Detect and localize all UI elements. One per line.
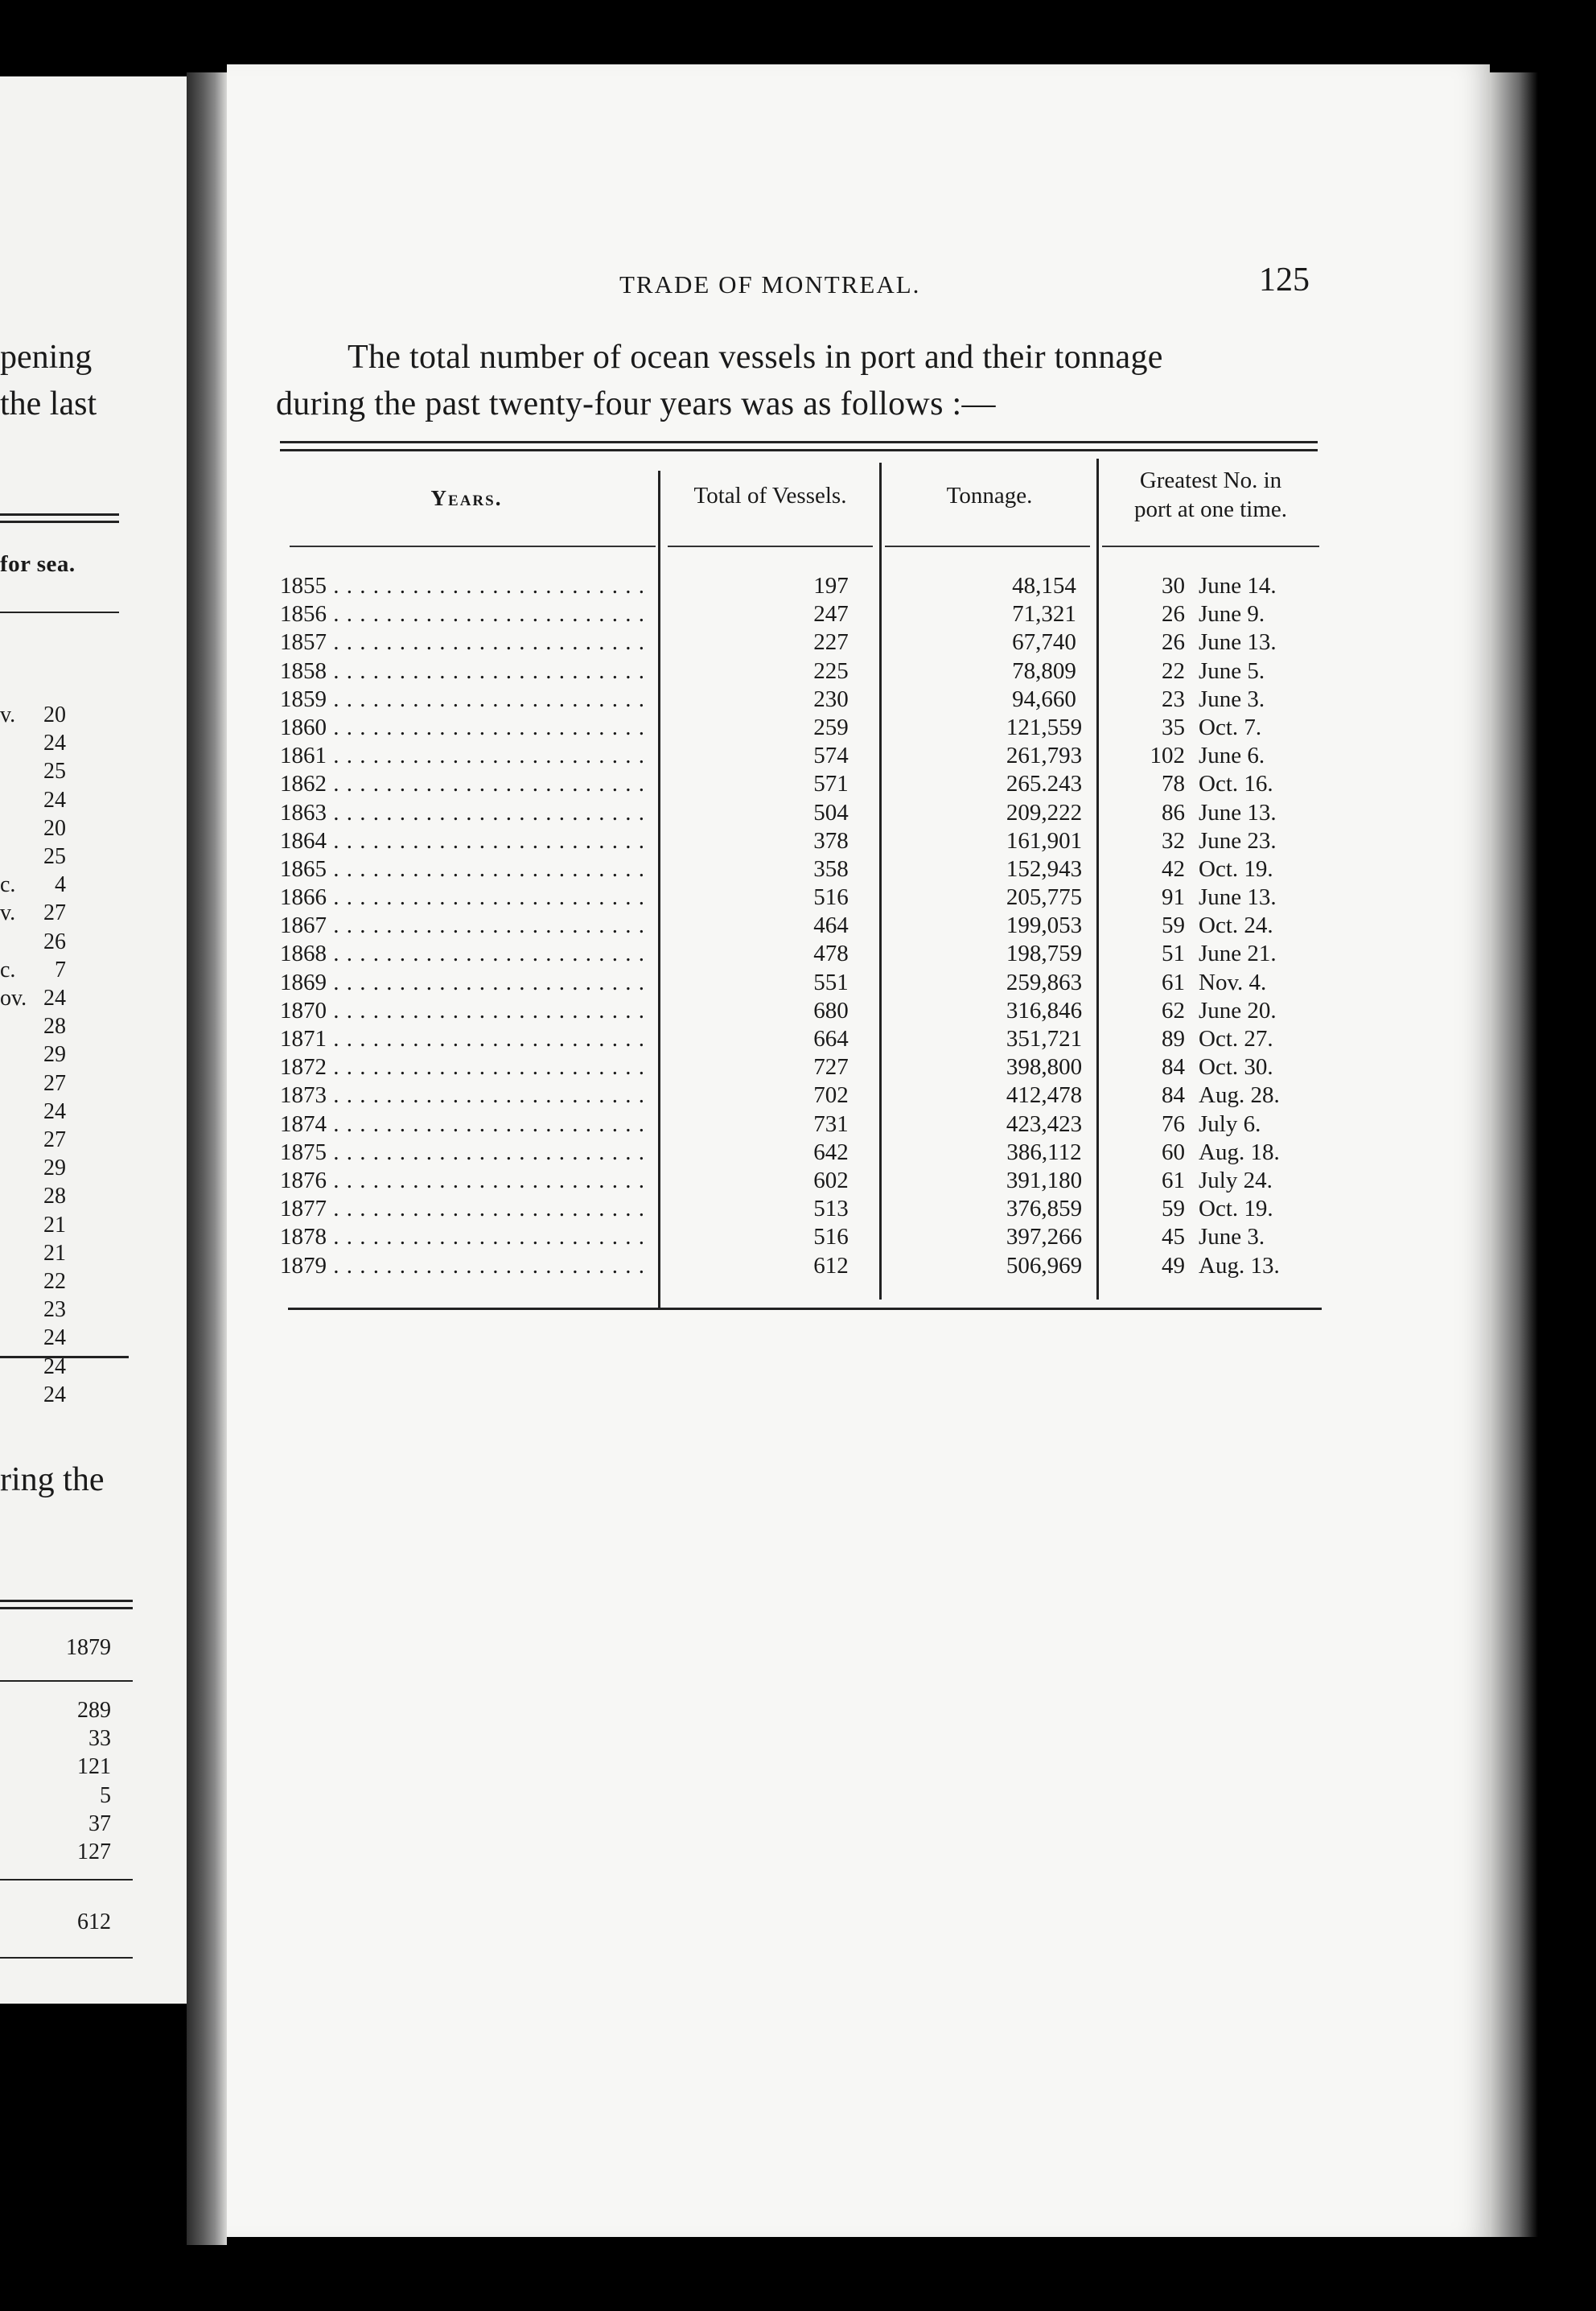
greatest-count-cell: 22: [1162, 657, 1185, 684]
vessels-cell: 247: [813, 601, 849, 628]
tonnage-cell: 71,321: [1012, 601, 1076, 628]
tonnage-cell: 265.243: [1006, 771, 1083, 797]
vessels-cell: 225: [813, 657, 849, 684]
year-cell: 1874 . . .: [280, 1111, 650, 1138]
table-row: [280, 601, 1326, 629]
facing-day-value: 23: [43, 1297, 66, 1323]
greatest-date-cell: June 9.: [1199, 601, 1265, 628]
vessels-cell: 230: [813, 686, 849, 712]
facing-rule: [0, 612, 119, 613]
facing-rule: [0, 513, 119, 516]
vessels-cell: 516: [813, 1224, 849, 1250]
greatest-date-cell: June 23.: [1199, 827, 1277, 854]
greatest-date-cell: Oct. 30.: [1199, 1054, 1273, 1081]
tonnage-cell: 209,222: [1006, 799, 1083, 826]
table-row: [280, 970, 1326, 998]
table-row: [280, 828, 1326, 856]
facing-day-value: 7: [55, 957, 66, 982]
greatest-date-cell: June 3.: [1199, 1224, 1265, 1250]
tonnage-cell: 161,901: [1006, 827, 1083, 854]
vessels-cell: 612: [813, 1252, 849, 1279]
tonnage-cell: 94,660: [1012, 686, 1076, 712]
header-greatest-line2: port at one time.: [1133, 496, 1288, 522]
intro-line-2: during the past twenty-four years was as follows :—: [276, 385, 996, 422]
header-years: Years.: [430, 486, 503, 510]
tonnage-cell: 506,969: [1006, 1252, 1083, 1279]
vessels-cell: 571: [813, 771, 849, 797]
tonnage-cell: 316,846: [1006, 997, 1083, 1024]
table-row: [280, 1253, 1326, 1281]
year-cell: 1871 . . .: [280, 1026, 650, 1053]
table-row: [280, 1082, 1326, 1110]
table-row: [280, 743, 1326, 771]
header-underline: [885, 546, 1090, 547]
greatest-date-cell: Oct. 27.: [1199, 1026, 1273, 1052]
facing-month-fragment: ov.: [0, 986, 27, 1011]
facing-month-fragment: v.: [0, 702, 16, 727]
year-cell: 1867 . . .: [280, 912, 650, 939]
greatest-count-cell: 89: [1162, 1026, 1185, 1052]
tonnage-cell: 198,759: [1006, 941, 1083, 967]
greatest-count-cell: 86: [1162, 799, 1185, 826]
year-cell: 1855 . . .: [280, 573, 650, 599]
year-cell: 1868 . . .: [280, 941, 650, 967]
table-row: [280, 856, 1326, 884]
year-cell: 1873 . . .: [280, 1082, 650, 1109]
table-row: [280, 658, 1326, 686]
facing-table2-value: 37: [88, 1810, 111, 1836]
greatest-count-cell: 84: [1162, 1082, 1185, 1109]
greatest-count-cell: 26: [1162, 601, 1185, 628]
table-body: [280, 573, 1326, 1281]
greatest-date-cell: Oct. 19.: [1199, 855, 1273, 882]
facing-column-header: for sea.: [0, 551, 76, 577]
year-cell: 1877 . . .: [280, 1196, 650, 1222]
intro-line-1: The total number of ocean vessels in port and their tonnage: [348, 339, 1163, 376]
header-greatest-line1: Greatest No. in: [1139, 468, 1282, 493]
greatest-date-cell: Nov. 4.: [1199, 969, 1267, 995]
facing-day-value: 28: [43, 1184, 66, 1209]
table-row: [280, 1224, 1326, 1252]
vessels-cell: 642: [813, 1139, 849, 1165]
greatest-count-cell: 42: [1162, 855, 1185, 882]
table-row: [280, 1111, 1326, 1139]
tonnage-cell: 152,943: [1006, 855, 1083, 882]
facing-day-value: 22: [43, 1269, 66, 1294]
facing-day-value: 25: [43, 844, 66, 869]
year-cell: 1861 . . .: [280, 743, 650, 769]
year-cell: 1859 . . .: [280, 686, 650, 713]
year-cell: 1858 . . .: [280, 658, 650, 685]
facing-day-value: 28: [43, 1014, 66, 1040]
greatest-date-cell: Aug. 28.: [1199, 1082, 1280, 1109]
table-row: [280, 715, 1326, 743]
facing-month-fragment: v.: [0, 900, 16, 926]
table-row: [280, 884, 1326, 912]
facing-table2-value: 33: [88, 1726, 111, 1752]
facing-day-value: 25: [43, 759, 66, 785]
vessels-cell: 513: [813, 1196, 849, 1222]
vessels-cell: 664: [813, 1026, 849, 1052]
facing-day-value: 29: [43, 1042, 66, 1068]
greatest-count-cell: 23: [1162, 686, 1185, 712]
year-cell: 1864 . . .: [280, 828, 650, 855]
table-row: [280, 912, 1326, 941]
tonnage-cell: 386,112: [1006, 1139, 1082, 1165]
header-underline: [290, 546, 656, 547]
greatest-date-cell: Oct. 24.: [1199, 912, 1273, 939]
table-row: [280, 1054, 1326, 1082]
facing-rule: [0, 1356, 129, 1358]
greatest-count-cell: 60: [1162, 1139, 1185, 1165]
facing-month-fragment: c.: [0, 957, 16, 982]
year-cell: 1862 . . .: [280, 771, 650, 797]
tonnage-cell: 398,800: [1006, 1054, 1083, 1081]
tonnage-cell: 205,775: [1006, 884, 1083, 911]
facing-rule: [0, 1879, 133, 1881]
facing-rule: [0, 1957, 133, 1959]
table-row: [280, 771, 1326, 799]
greatest-date-cell: Oct. 16.: [1199, 771, 1273, 797]
facing-day-value: 4: [55, 872, 66, 898]
greatest-date-cell: June 5.: [1199, 657, 1265, 684]
header-total-vessels: Total of Vessels.: [693, 483, 847, 509]
vessels-cell: 680: [813, 997, 849, 1024]
year-cell: 1876 . . .: [280, 1168, 650, 1194]
greatest-date-cell: June 13.: [1199, 629, 1277, 656]
greatest-date-cell: June 3.: [1199, 686, 1265, 712]
vessels-cell: 504: [813, 799, 849, 826]
facing-day-value: 24: [43, 986, 66, 1011]
vessels-cell: 702: [813, 1082, 849, 1109]
greatest-date-cell: Oct. 7.: [1199, 714, 1262, 740]
vessels-cell: 551: [813, 969, 849, 995]
table-row: [280, 998, 1326, 1026]
facing-rule: [0, 1607, 133, 1609]
greatest-date-cell: Aug. 13.: [1199, 1252, 1280, 1279]
facing-day-value: 24: [43, 1353, 66, 1379]
greatest-count-cell: 49: [1162, 1252, 1185, 1279]
facing-month-fragment: c.: [0, 872, 16, 898]
table-row: [280, 573, 1326, 601]
tonnage-cell: 259,863: [1006, 969, 1083, 995]
tonnage-cell: 121,559: [1006, 714, 1083, 740]
vessels-cell: 727: [813, 1054, 849, 1081]
year-cell: 1875 . . .: [280, 1139, 650, 1166]
table-row: [280, 629, 1326, 657]
vessels-cell: 574: [813, 743, 849, 769]
vessels-cell: 378: [813, 827, 849, 854]
facing-rule: [0, 1600, 133, 1602]
facing-day-value: 27: [43, 1070, 66, 1096]
facing-rule: [0, 1680, 133, 1682]
table-row: [280, 941, 1326, 969]
greatest-count-cell: 32: [1162, 827, 1185, 854]
year-cell: 1866 . . .: [280, 884, 650, 911]
facing-heading2: ring the: [0, 1461, 105, 1498]
greatest-date-cell: June 6.: [1199, 743, 1265, 769]
tonnage-cell: 397,266: [1006, 1224, 1083, 1250]
facing-heading-line2: the last: [0, 385, 97, 422]
year-cell: 1860 . . .: [280, 715, 650, 741]
running-head: TRADE OF MONTREAL.: [619, 270, 921, 299]
greatest-count-cell: 102: [1150, 743, 1185, 769]
vessels-cell: 516: [813, 884, 849, 911]
greatest-count-cell: 62: [1162, 997, 1185, 1024]
table-row: [280, 1196, 1326, 1224]
greatest-count-cell: 45: [1162, 1224, 1185, 1250]
greatest-count-cell: 91: [1162, 884, 1185, 911]
facing-table2-value: 289: [77, 1698, 111, 1723]
greatest-date-cell: June 20.: [1199, 997, 1277, 1024]
book-gutter: [187, 72, 227, 2245]
facing-page-fragment: [0, 76, 187, 2004]
year-cell: 1870 . . .: [280, 998, 650, 1024]
greatest-date-cell: June 13.: [1199, 884, 1277, 911]
tonnage-cell: 391,180: [1006, 1167, 1083, 1193]
page-edge: [1490, 72, 1538, 2237]
greatest-count-cell: 35: [1162, 714, 1185, 740]
greatest-date-cell: Oct. 19.: [1199, 1196, 1273, 1222]
facing-day-value: 27: [43, 1127, 66, 1152]
facing-day-value: 21: [43, 1240, 66, 1266]
tonnage-cell: 78,809: [1012, 657, 1076, 684]
tonnage-cell: 261,793: [1006, 743, 1083, 769]
facing-day-value: 24: [43, 1098, 66, 1124]
facing-day-value: 20: [43, 702, 66, 727]
tonnage-cell: 376,859: [1006, 1196, 1083, 1222]
facing-table2-total: 612: [77, 1909, 111, 1934]
tonnage-cell: 67,740: [1012, 629, 1076, 656]
facing-day-value: 24: [43, 1325, 66, 1351]
facing-day-value: 24: [43, 1382, 66, 1407]
header-underline: [1102, 546, 1319, 547]
greatest-count-cell: 76: [1162, 1110, 1185, 1137]
year-cell: 1863 . . .: [280, 800, 650, 826]
table-row: [280, 686, 1326, 715]
facing-heading-line1: pening: [0, 339, 93, 376]
facing-day-value: 29: [43, 1156, 66, 1181]
year-cell: 1878 . . .: [280, 1224, 650, 1250]
table-row: [280, 800, 1326, 828]
facing-day-value: 26: [43, 929, 66, 954]
tonnage-cell: 351,721: [1006, 1026, 1083, 1052]
table-row: [280, 1026, 1326, 1054]
facing-day-value: 27: [43, 900, 66, 926]
greatest-count-cell: 61: [1162, 1167, 1185, 1193]
greatest-date-cell: Aug. 18.: [1199, 1139, 1280, 1165]
vessels-cell: 227: [813, 629, 849, 656]
header-tonnage: Tonnage.: [946, 483, 1033, 509]
table-row: [280, 1168, 1326, 1196]
table-top-rule: [280, 441, 1318, 443]
vessels-cell: 602: [813, 1167, 849, 1193]
tonnage-cell: 199,053: [1006, 912, 1083, 939]
greatest-date-cell: June 14.: [1199, 573, 1277, 599]
facing-table2-value: 127: [77, 1839, 111, 1864]
greatest-date-cell: June 21.: [1199, 941, 1277, 967]
year-cell: 1856 . . .: [280, 601, 650, 628]
tonnage-cell: 412,478: [1006, 1082, 1083, 1109]
facing-rule: [0, 521, 119, 523]
greatest-count-cell: 26: [1162, 629, 1185, 656]
greatest-count-cell: 78: [1162, 771, 1185, 797]
facing-day-value: 24: [43, 787, 66, 813]
greatest-count-cell: 84: [1162, 1054, 1185, 1081]
year-cell: 1879 . . .: [280, 1253, 650, 1279]
facing-table2-value: 121: [77, 1754, 111, 1780]
table-bottom-rule: [288, 1308, 1322, 1310]
vessels-cell: 358: [813, 855, 849, 882]
page-number: 125: [1259, 262, 1310, 299]
vessels-cell: 197: [813, 573, 849, 599]
greatest-count-cell: 59: [1162, 912, 1185, 939]
year-cell: 1869 . . .: [280, 970, 650, 996]
greatest-count-cell: 61: [1162, 969, 1185, 995]
vessels-cell: 731: [813, 1110, 849, 1137]
facing-day-value: 21: [43, 1212, 66, 1238]
facing-table2-value: 5: [100, 1782, 111, 1808]
table-top-rule: [280, 449, 1318, 451]
vessels-cell: 478: [813, 941, 849, 967]
year-cell: 1857 . . .: [280, 629, 650, 656]
header-underline: [668, 546, 873, 547]
year-cell: 1865 . . .: [280, 856, 650, 883]
greatest-count-cell: 59: [1162, 1196, 1185, 1222]
greatest-count-cell: 51: [1162, 941, 1185, 967]
greatest-date-cell: June 13.: [1199, 799, 1277, 826]
facing-table2-header: 1879: [66, 1635, 111, 1660]
facing-day-value: 20: [43, 815, 66, 841]
year-cell: 1872 . . .: [280, 1054, 650, 1081]
vessels-cell: 464: [813, 912, 849, 939]
table-row: [280, 1139, 1326, 1168]
tonnage-cell: 423,423: [1006, 1110, 1083, 1137]
vessels-cell: 259: [813, 714, 849, 740]
greatest-count-cell: 30: [1162, 573, 1185, 599]
greatest-date-cell: July 6.: [1199, 1110, 1261, 1137]
greatest-date-cell: July 24.: [1199, 1167, 1273, 1193]
tonnage-cell: 48,154: [1012, 573, 1076, 599]
facing-day-value: 24: [43, 731, 66, 756]
